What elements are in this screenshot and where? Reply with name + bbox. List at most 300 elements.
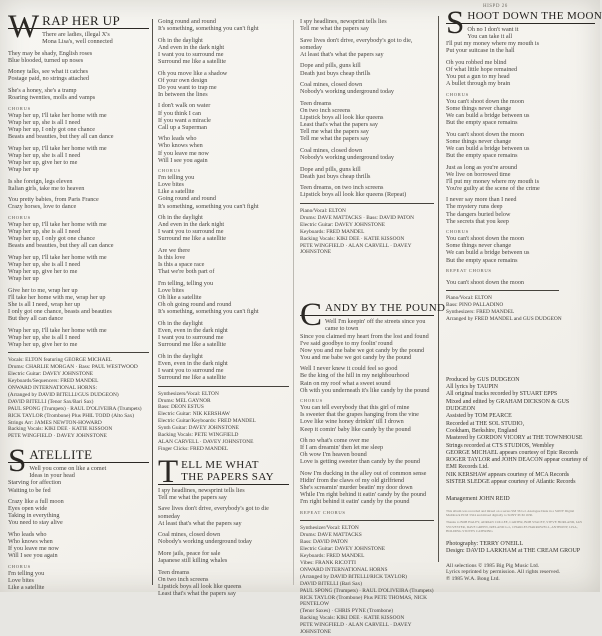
stanza [446, 26, 595, 54]
stanza [158, 569, 289, 597]
lyric-line: Wrap her up, she is all I need [8, 260, 81, 268]
lyric-line: I'm telling, telling you [158, 279, 214, 287]
lyric-line: Teen dreams [158, 568, 190, 576]
stanza [446, 59, 595, 87]
lyric-line: On two inch screens [158, 575, 209, 583]
lyric-line: Crazy horses, love to dance [8, 203, 77, 211]
lyric-line: Wrap her up, I only got one chance [8, 125, 96, 133]
lyric-line: Surround me like a satellite [158, 341, 227, 349]
pd-line: Photography: TERRY O'NEILL [446, 540, 524, 547]
stanza [8, 50, 149, 64]
lyric-line: Going round and round [158, 18, 216, 25]
stanza [158, 505, 289, 526]
lyric-line: At least that's what the papers say [158, 519, 242, 527]
lyric-line: Put your suitcase in the hall [446, 47, 515, 55]
lyric-line: You can tell everybody that this girl of mine [300, 404, 410, 412]
lyric-line: Wrap her up, she is all I need [8, 227, 81, 235]
lyric-line: It's something, something you can't fight [158, 25, 259, 33]
prod-line: Mastered by GORDON VICORY at THE TOWNHOUSE [446, 435, 583, 442]
credits-divider [158, 386, 289, 387]
credit-line: Backing Vocals: KIKI DEE · KATIE KISSOON [300, 615, 405, 622]
lyric-line: You need to stay alive [8, 519, 63, 527]
lyric-line: Coal mines, closed down [158, 531, 221, 539]
lyric-line: Surround me like a satellite [158, 235, 227, 243]
lyric-line: Oh in the daylight [158, 352, 203, 360]
credits-wrap-her-up [8, 357, 149, 440]
lyric-line: On two inch screens [300, 106, 351, 114]
lyric-line: I never say more than I need [446, 196, 517, 204]
credit-line: Electric Guitar: DAVEY JOHNSTONE [300, 546, 386, 553]
stanza [300, 470, 434, 505]
lyric-line: Keep it comin' baby like candy by the pound [300, 425, 411, 433]
prod-line: SISTER SLEDGE appear courtesy of Atlantic Records [446, 479, 576, 485]
lyric-line: Crazy like a full moon [8, 498, 64, 506]
stanza [158, 135, 289, 163]
stanza [446, 279, 595, 286]
lyric-line: I'll put my money where my mouth is [446, 177, 540, 185]
stanza [158, 280, 289, 315]
photography-design [446, 541, 595, 556]
credit-line: ONWARD INTERNATIONAL HORNS [300, 566, 388, 573]
lyric-line: Japanese still killing whales [158, 557, 228, 565]
lyric-line: I want you to surround me [158, 334, 224, 342]
stanza [158, 18, 289, 32]
prod-line: All lyrics by TAUPIN [446, 384, 498, 391]
lyrics-satellite-part1 [8, 465, 149, 591]
stanza [446, 164, 595, 192]
stanza [8, 287, 149, 322]
credit-line: Electric Guitar: DAVEY JOHNSTONE [300, 221, 386, 228]
lyric-line: More jails, peace for sale [158, 549, 221, 557]
lyric-line: Some things never change [446, 242, 512, 250]
lyric-line: Oh you move like a shadow [158, 69, 228, 77]
credit-line: Bass: DEON ESTUS [158, 404, 204, 411]
lyric-line: Ideas in your head [29, 472, 75, 480]
stanza [446, 131, 595, 159]
copy-line: ℗ 1985 W.A. Bong Ltd. [446, 576, 500, 583]
prod-line: Recorded at THE SOL STUDIO, [446, 420, 525, 427]
lyric-line: You're guilty at the scene of the crime [446, 184, 540, 192]
stanza [158, 487, 289, 501]
chorus-label: CHORUS [8, 105, 31, 111]
lyric-line: Wrap her up, I'll take her home with me [8, 220, 107, 228]
lyric-line: The dangers buried below [446, 210, 511, 218]
lyric-line: Wrap her up, she is all I need [8, 118, 81, 126]
lyric-line: Oh in the daylight [158, 319, 203, 327]
credit-line: (Arranged by DAVID BITELLI/RICK TAYLOR) [300, 573, 407, 580]
stanza [158, 70, 289, 98]
credit-line: Bass: DAVID PATON [300, 539, 348, 546]
stanza [8, 196, 149, 210]
lyric-line: But the empty space remains [446, 119, 518, 127]
stanza [8, 254, 149, 282]
column-1 [8, 9, 149, 596]
lyric-line: Wrap her up, I'll take her home with me [8, 253, 107, 261]
pd-line: Design: DAVID LARKHAM at THE CREAM GROUP [446, 548, 581, 555]
lyric-line: Wrap her up, give her to me [8, 158, 78, 166]
stanza [300, 365, 434, 393]
lyric-line: Well you come on like a comet [29, 465, 107, 473]
lyric-line: I'll take her home with me, wrap her up [8, 293, 106, 301]
lyric-line: We can build a bridge between us [446, 249, 530, 257]
lyric-line: Love bites [158, 181, 184, 189]
lyric-line: Wrap her up [8, 165, 39, 173]
title-text: RAP HER UP [8, 14, 149, 29]
lyric-line: You can't shoot down the moon [446, 235, 525, 243]
lyric-line: But they all can dance [8, 315, 63, 322]
lyric-line: While I'm right behind it eatin' candy by the pound [300, 491, 427, 499]
lyric-line: Postage paid, no strings attached [8, 75, 89, 83]
stanza [300, 18, 434, 32]
lyric-line: You can't shoot down the moon [446, 130, 525, 138]
chorus-label: CHORUS [446, 91, 469, 97]
lyric-line: Of your own design [158, 76, 208, 84]
credit-line: Synthesizers: FRED MANDEL [446, 309, 515, 316]
stanza [300, 184, 434, 198]
lyric-line: But the empty space remains [446, 151, 518, 159]
credit-line: PAUL SPONG (Trumpets) · RAUL D'OLIVEIRA (Trumpets) [300, 587, 434, 594]
credit-line: RICK TAYLOR (Trombone) Plus PETE THOMAS, NICK PENTELOW [300, 594, 428, 608]
credit-line: (Tenor Saxes) · CHRIS PYNE (Trombone) [300, 608, 394, 615]
stanza [158, 550, 289, 564]
stanza [300, 166, 434, 180]
lyric-line: Roaring twenties, molls and vamps [8, 94, 96, 102]
stanza [158, 168, 289, 209]
lyric-line: Beasts and beauties, but they all can dance [8, 242, 114, 250]
lyric-line: Wrap her up, she is all I need [8, 151, 81, 159]
chorus-label: CHORUS [300, 398, 323, 404]
credit-line: Synthesizer/Vocal: ELTON [300, 525, 359, 532]
credit-line: DAVID BITELLI (Bari Sax) [300, 580, 363, 587]
lyric-line: Save lives don't drive, everybody's got to die, someday [300, 36, 413, 51]
lyric-line: Oh in the daylight [158, 214, 203, 222]
column-divider [152, 19, 153, 585]
lyric-line: She is all I need, wrap her up [8, 300, 81, 308]
stanza [158, 247, 289, 275]
credit-line: Arranged by FRED MANDEL and GUS DUDGEON [446, 315, 562, 322]
lyric-line: Wrap her up, she is all I need [8, 333, 81, 341]
lyric-line: Coal mines, closed down [300, 146, 363, 154]
lyric-line: The mystery runs deep [446, 203, 503, 211]
lyric-line: I want you to surround me [158, 366, 224, 374]
credit-line: DAVID BITELLI (Tenor Sax/Bari Sax) [8, 398, 94, 405]
prod-line: Assisted by TOM PEARCE [446, 413, 512, 420]
lyric-line: Eyes open wide [8, 505, 48, 513]
lyric-line: Well I never knew it could feel so good [300, 365, 398, 373]
title-text: ANDY BY THE POUND [300, 302, 434, 316]
credit-line: (Arranged by DAVID BITELLI/GUS DUDGEON) [8, 391, 119, 398]
lyric-line: Teen dreams [300, 99, 332, 107]
lyric-line: Now you and me babe we got candy by the pound [300, 346, 425, 354]
stanza [8, 465, 149, 493]
credits-satellite [158, 391, 289, 453]
lyric-line: You can't shoot down the moon [446, 97, 525, 105]
stanza [300, 62, 434, 76]
prod-line: All original tracks recorded by STUART EPPS [446, 391, 558, 398]
credits-divider [8, 352, 149, 353]
catalog-number: HISPD 26 [483, 4, 508, 9]
credits-divider [446, 290, 559, 291]
credit-line: Electric Guitar: NIK KERSHAW [158, 411, 230, 418]
lyric-line: Who knows when [8, 538, 53, 546]
credit-line: ONWARD INTERNATIONAL HORNS: [8, 385, 98, 391]
credit-line: Backing Vocals: PETE WINGFIELD [158, 432, 239, 439]
credit-line: Strings Arr: JAMES NEWTON-HOWARD [8, 419, 102, 426]
stanza [446, 229, 595, 263]
column-divider [438, 16, 439, 562]
chorus-label: CHORUS [8, 563, 31, 569]
lyric-line: Taking in everything [8, 512, 60, 520]
lyric-line: Coal mines, closed down [300, 81, 363, 89]
credits-shoot-down-the-moon [446, 295, 595, 323]
drop-cap: C [300, 297, 323, 334]
lyric-line: I'm right behind it eatin' candy by the pound [300, 498, 410, 506]
lyric-line: It's something, something you can't fight [158, 308, 259, 316]
lyric-line: Like a satellite [158, 188, 195, 196]
lyric-line: Call up a Superman [158, 123, 207, 131]
lyric-line: I want you to surround me [158, 50, 224, 58]
lyric-line: Dope and pills, guns kill [300, 165, 361, 173]
lyric-line: Who leads who [158, 135, 197, 143]
lyric-line: And even in the dark night [158, 221, 225, 229]
prod-line: Strings recorded at CTS STUDIOS, Wembley [446, 442, 555, 449]
lyric-line: Lipstick boys all look like queens [300, 114, 384, 122]
lyric-line: Be the king of the hill in my neighbourhood [300, 372, 409, 380]
lyrics-candy [300, 318, 434, 516]
lyric-line: Some things never change [446, 104, 512, 112]
lyric-line: Oh in the daylight [158, 36, 203, 44]
credit-line: Synthesizers/Vocal: ELTON [158, 390, 219, 397]
credit-line: Electric Guitar: DAVEY JOHNSTONE [8, 371, 94, 378]
stanza [300, 510, 434, 516]
lyric-line: Least that's what the papers say [158, 589, 236, 597]
lyric-line: Oh with you underneath it's like candy by the pound [300, 386, 430, 394]
lyric-line: They may be shady, English roses [8, 49, 93, 57]
lyric-line: Save lives don't drive, everybody's got to die someday [158, 505, 269, 520]
lyric-line: Oh you robbed me blind [446, 58, 507, 66]
credit-line: PETE WINGFIELD · ALAN CARVELL · DAVEY JOHNSTONE [300, 242, 412, 256]
chorus-label: REPEAT CHORUS [300, 509, 346, 515]
stanza [8, 106, 149, 140]
lyric-line: That we're both part of [158, 268, 215, 276]
credit-line: Bass: PINO PALLADINO [446, 302, 504, 309]
stanza [158, 353, 289, 381]
lyric-line: Lipstick boys all look like queens [158, 582, 242, 590]
stanza [8, 531, 149, 559]
lyric-line: Surround me like a satellite [158, 57, 227, 65]
stanza [446, 268, 595, 274]
prod-line: Produced by GUS DUDGEON [446, 376, 520, 383]
lyric-line: Wrap her up, give her to me [8, 340, 78, 348]
lyric-line: Death just buys cheap thrills [300, 69, 371, 77]
stanza [158, 37, 289, 65]
lyric-line: If you want a miracle [158, 116, 211, 124]
stanza [300, 398, 434, 432]
credit-line: PETE WINGFIELD · DAVEY JOHNSTONE [8, 433, 107, 440]
credit-line: PAUL SPONG (Trumpets) · RAUL D'OLIVEIRA (Trumpets) [8, 405, 142, 412]
lyric-line: Wrap her up, I'll take her home with me [8, 144, 107, 152]
prod-line: EMI Records Ltd. [446, 464, 489, 471]
production-credits [446, 377, 595, 486]
credit-line: RICK TAYLOR (Trombone) Plus PHIL TODD (Alto Sax) [8, 412, 135, 419]
credit-line: ALAN CARVELL · DAVEY JOHNSTONE [158, 438, 254, 445]
lyric-line: Give her to me, wrap her up [8, 286, 78, 294]
lyric-line: Are we there [158, 247, 190, 255]
credit-line: Vocals: ELTON featuring GEORGE MICHAEL [8, 357, 113, 364]
stanza [300, 100, 434, 143]
lyric-line: Some things never change [446, 137, 512, 145]
lyric-line: Now I'm ducking in the alley out of common sense [300, 470, 427, 477]
credit-line: Piano/Vocal: ELTON [300, 207, 346, 214]
lyric-line: Is this love [158, 254, 186, 262]
lyric-line: But the empty space remains [446, 256, 518, 264]
chorus-label: CHORUS [446, 229, 469, 235]
fine-print [446, 509, 588, 532]
lyric-line: Oh oh going round and round [158, 301, 232, 309]
stanza [8, 178, 149, 192]
lyric-line: Nobody's working underground today [300, 154, 394, 161]
lyric-line: Since you claimed my heart from the lost and found [300, 332, 429, 340]
lyric-line: Will I see you again [8, 552, 58, 560]
credit-line: Drums: DAVE MATTACKS [300, 532, 362, 539]
lyric-line: And even in the dark night [158, 43, 225, 51]
title-text: HOOT DOWN THE MOON [446, 10, 595, 24]
fine-print-para: Thanks to BOB HALEY, ADRIAN COLLEE, CARTER, BOB STACEY, STEVE HORLAND, IAN SYLVESTER, DAVE GREEN, IRELAND G.I., CHARLES HARROWELL, ANTHONY, LISA, HOLDING STOVES CATERING [446, 520, 582, 533]
prod-line: GEORGE MICHAEL appears courtesy of Epic Records [446, 449, 579, 456]
credit-line: Finger Clicks: FRED MANDEL [158, 445, 229, 452]
lyric-line: Teen dreams, on two inch screens [300, 184, 384, 192]
lyric-line: Even, even in the dark night [158, 326, 228, 334]
column-3 [300, 18, 446, 636]
stanza [446, 196, 595, 224]
lyric-line: She's a honey, she's a tramp [8, 87, 77, 95]
lyric-line: Wrap her up, I'll take her home with me [8, 111, 107, 119]
lyric-line: Love is getting sweeter than candy by the pound [300, 458, 420, 466]
lyric-line: I only got one chance, beasts and beauties [8, 307, 112, 315]
lyrics-tell-me-part2 [300, 18, 434, 198]
lyric-line: Even, even in the dark night [158, 359, 228, 367]
credit-line: Keyboards/Sequencers: FRED MANDEL [8, 378, 99, 385]
credit-line: Drums: CHARLIE MORGAN · Bass: PAUL WESTWOOD [8, 364, 138, 371]
lyric-line: Tell me what the papers say [300, 25, 369, 33]
lyric-line: Is this a space race [158, 261, 205, 269]
lyric-line: I'm telling you [158, 174, 195, 182]
lyric-line: Money talks, see what it catches [8, 68, 89, 76]
stanza [300, 37, 434, 58]
lyric-line: Waiting to be fed [8, 486, 51, 494]
lyric-line: Is she foreign, legs eleven [8, 177, 73, 185]
lyric-line: If you leave me now [8, 545, 59, 553]
stanza [158, 102, 289, 130]
credits-divider [300, 203, 434, 204]
lyric-line: There are ladies, illegal X's [42, 31, 110, 38]
lyric-line: Lipstick boys all look like queens (Repeat) [300, 191, 407, 199]
credits-candy [300, 525, 434, 636]
lyric-line: Wrap her up, give her to me [8, 267, 78, 275]
lyric-line: Italian girls, take me to heaven [8, 184, 85, 192]
lyric-line: Well I'm keepin' off the streets since you came to town [325, 318, 426, 333]
chorus-label: CHORUS [8, 214, 31, 220]
lyric-line: Wrap her up, I only got one chance [8, 235, 96, 243]
lyric-line: At least that's what the papers say [300, 50, 384, 58]
stanza [158, 320, 289, 348]
credit-line: Keyboards: FRED MANDEL [300, 228, 365, 235]
lyric-line: We can build a bridge between us [446, 144, 530, 152]
lyric-line: Oh wow I'm heaven bound [300, 451, 367, 459]
lyric-line: We live on borrowed time [446, 170, 511, 178]
lyric-line: Who knows when [158, 142, 203, 150]
lyric-line: Oh like a satellite [158, 294, 202, 302]
column-2 [158, 18, 289, 602]
lyric-line: Tell me what the papers say [300, 128, 369, 136]
lyric-line: Least that's what the papers say [300, 121, 378, 129]
credits-tell-me [300, 208, 434, 256]
lyric-line: Like a satellite [8, 584, 45, 592]
prod-line: Cookham, Berkshire, England [446, 427, 518, 434]
lyric-line: It's something, something you can't fight [158, 202, 259, 210]
stanza [8, 564, 149, 591]
prod-line: NIK KERSHAW appears courtesy of MCA Records [446, 471, 570, 478]
lyric-line: Oh no what's come over me [300, 437, 369, 445]
credit-line: PETE WINGFIELD · ALAN CARVELL · DAVEY JOHNSTONE [300, 622, 412, 636]
credit-line: Synth Guitar: DAVEY JOHNSTONE [158, 425, 239, 432]
lyric-line: Do you want to trap me [158, 83, 217, 91]
stanza [300, 437, 434, 465]
lyric-line: She's screamin' murder beatin' my door down [300, 484, 413, 492]
lyric-line: You pretty babies, from Paris France [8, 196, 99, 204]
lyric-line: The secrets that you keep [446, 217, 509, 225]
drop-cap: T [158, 453, 179, 490]
lyric-line: Hidin' from the claws of my old girlfriend [300, 477, 405, 485]
stanza [8, 87, 149, 101]
column-divider [293, 20, 294, 585]
credit-line: Vibes: FRANK RICOTTI [300, 560, 356, 566]
drop-cap: S [446, 5, 465, 41]
lyric-line: You and me babe we got candy by the pound [300, 353, 412, 361]
lyric-line: Just as long as you're around [446, 163, 518, 171]
lyrics-tell-me-part1 [158, 487, 289, 597]
stanza [446, 92, 595, 126]
lyric-line: I don't walk on water [158, 102, 211, 110]
lyric-line: Love bites [158, 287, 184, 294]
copy-line: Lyrics reprinted by permission. All rights reserved. [446, 569, 561, 576]
lyric-line: Nobody's working underground today [300, 88, 394, 96]
lyrics-satellite-part2 [158, 18, 289, 381]
lyric-line: Death just buys cheap thrills [300, 172, 371, 180]
lyric-line: If I am dreamin' then let me sleep [300, 444, 384, 452]
lyric-line: Love like wine honey drinkin' till I drown [300, 418, 404, 426]
lyric-line: You can't shoot down the moon [446, 278, 525, 286]
prod-line: ROGER TAYLOR and JOHN DEACON appear courtesy of [446, 457, 588, 464]
drop-cap: W [8, 9, 40, 45]
credit-line: Backing Vocals: KIKI DEE · KATIE KISSOON [8, 426, 113, 433]
lyric-line: A bullet through my brain [446, 80, 511, 88]
credits-divider [300, 520, 434, 521]
chorus-label: REPEAT CHORUS [446, 268, 492, 274]
stanza [8, 145, 149, 173]
lyric-line: Blue blooded, turned up noses [8, 56, 84, 64]
stanza [300, 147, 434, 161]
prod-line: Mixed and edited by GRAHAM DICKSON & GUS DUDGEON [446, 398, 570, 413]
credit-line: Backing Vocals: KIKI DEE · KATIE KISSOON [300, 235, 405, 242]
title-text: ATELLITE [8, 448, 149, 463]
lyric-line: Who leads who [8, 531, 47, 538]
lyric-line: Of what little hope remained [446, 65, 518, 73]
copyright-block [446, 563, 595, 583]
lyric-line: Is sweeter that the grapes hanging from the vine [300, 411, 419, 419]
lyric-line: Tell me what the papers say [300, 135, 369, 143]
lyric-line: If you think I can [158, 109, 201, 117]
